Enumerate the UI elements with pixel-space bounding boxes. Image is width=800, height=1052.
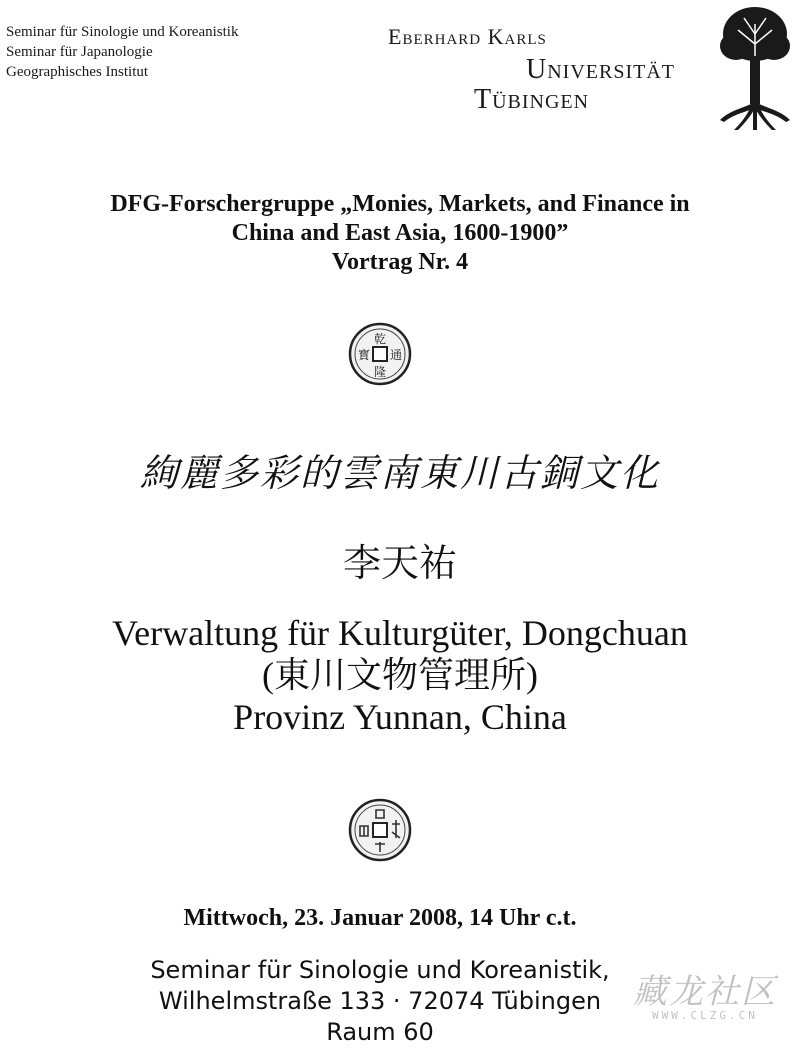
headline-line3: Vortrag Nr. 4 bbox=[331, 249, 469, 275]
watermark-glyphs: 藏龙社区 bbox=[633, 972, 777, 1012]
university-name-line3: Tübingen bbox=[474, 84, 590, 115]
university-name-line1: Eberhard Karls bbox=[388, 24, 547, 49]
event-headline bbox=[0, 190, 800, 277]
venue-line3: Raum 60 bbox=[326, 1018, 434, 1046]
event-date: Mittwoch, 23. Januar 2008, 14 Uhr c.t. bbox=[183, 905, 577, 931]
affiliation-line2: (東川文物管理所) bbox=[262, 655, 538, 695]
university-name-line2: Universität bbox=[526, 54, 675, 85]
coin-emblem-top bbox=[348, 322, 412, 386]
affiliation-line1: Verwaltung für Kulturgüter, Dongchuan bbox=[112, 613, 688, 653]
affiliation-line3: Provinz Yunnan, China bbox=[233, 697, 567, 737]
coin-character: 隆 bbox=[373, 365, 387, 379]
institute-list bbox=[6, 22, 238, 82]
university-tree-logo bbox=[716, 4, 794, 132]
coin-character: 寳 bbox=[357, 348, 371, 362]
speaker-name: 李天祐 bbox=[342, 541, 457, 585]
venue-line2: Wilhelmstraße 133 · 72074 Tübingen bbox=[158, 987, 602, 1015]
coin-emblem-bottom bbox=[348, 798, 412, 862]
watermark-url: WWW.CLZG.CN bbox=[652, 1009, 758, 1022]
coin-character: 通 bbox=[389, 348, 403, 362]
coin-character: 乾 bbox=[373, 332, 387, 346]
headline-line1: DFG-Forschergruppe „Monies, Markets, and Finance in bbox=[110, 191, 690, 217]
university-name bbox=[388, 24, 708, 124]
institute-line: Geographisches Institut bbox=[6, 64, 149, 80]
institute-line: Seminar für Japanologie bbox=[6, 44, 153, 60]
headline-line2: China and East Asia, 1600-1900” bbox=[231, 220, 569, 246]
site-watermark bbox=[620, 964, 790, 1034]
venue-line1: Seminar für Sinologie und Koreanistik, bbox=[150, 956, 610, 984]
institute-line: Seminar für Sinologie und Koreanistik bbox=[6, 24, 239, 40]
lecture-title-chinese: 絢麗多彩的雲南東川古銅文化 bbox=[139, 451, 660, 495]
speaker-affiliation bbox=[0, 612, 800, 738]
